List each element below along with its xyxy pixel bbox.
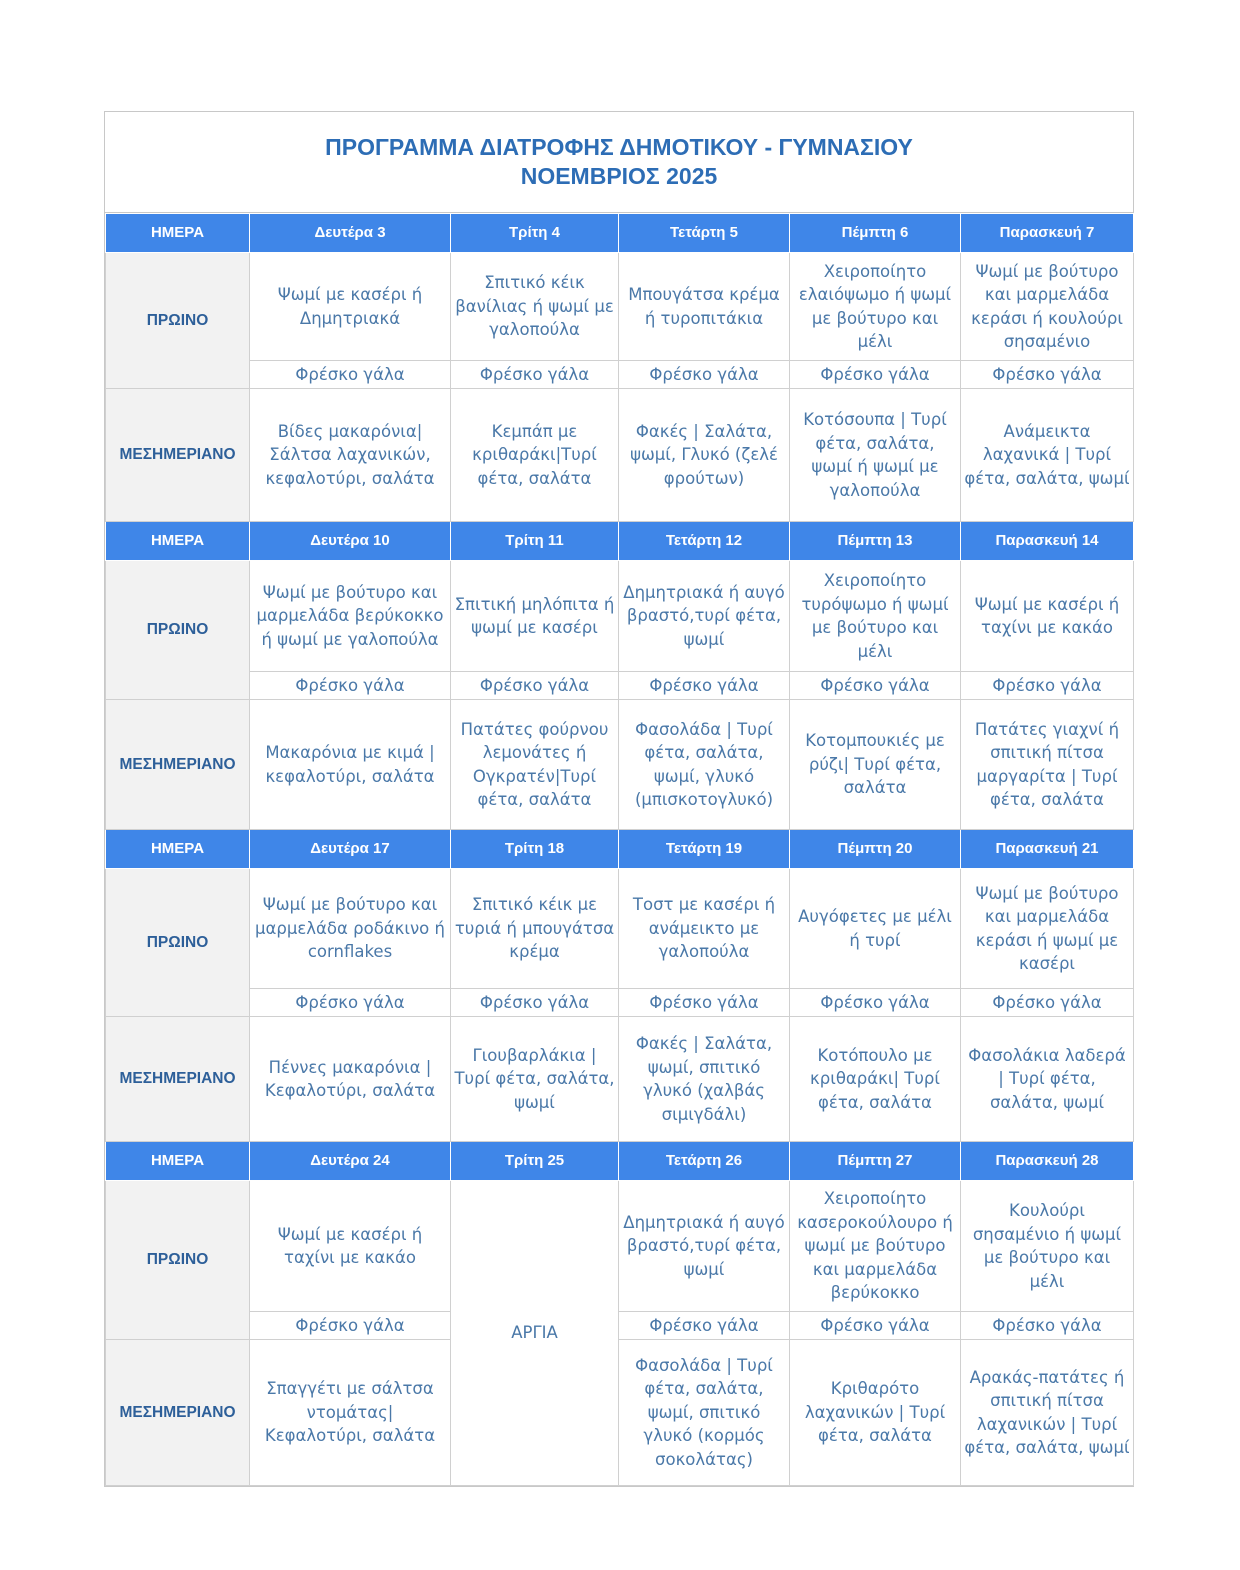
day-header: Πέμπτη 13: [790, 522, 961, 561]
lunch-cell: Κοτομπουκιές με ρύζι| Τυρί φέτα, σαλάτα: [790, 700, 961, 830]
lunch-cell: Φασολάδα | Τυρί φέτα, σαλάτα, ψωμί, γλυκό (μπισκοτογλυκό): [619, 700, 790, 830]
milk-cell: Φρέσκο γάλα: [790, 989, 961, 1017]
day-header: Δευτέρα 24: [250, 1142, 451, 1181]
day-header: Δευτέρα 3: [250, 214, 451, 253]
milk-cell: Φρέσκο γάλα: [451, 672, 619, 700]
lunch-cell: Φακές | Σαλάτα, ψωμί, σπιτικό γλυκό (χαλβάς σιμιγδάλι): [619, 1017, 790, 1142]
breakfast-cell: Ψωμί με βούτυρο και μαρμελάδα κεράσι ή ψωμί με κασέρι: [961, 869, 1134, 989]
day-label: ΗΜΕΡΑ: [106, 214, 250, 253]
breakfast-cell: Χειροποίητο ελαιόψωμο ή ψωμί με βούτυρο και μέλι: [790, 253, 961, 361]
breakfast-cell: Σπιτική μηλόπιτα ή ψωμί με κασέρι: [451, 561, 619, 672]
milk-cell: Φρέσκο γάλα: [451, 989, 619, 1017]
day-label: ΗΜΕΡΑ: [106, 522, 250, 561]
breakfast-label: ΠΡΩΙΝΟ: [106, 253, 250, 389]
lunch-row: [106, 389, 1134, 522]
day-header: Τρίτη 25: [451, 1142, 619, 1181]
milk-cell: Φρέσκο γάλα: [961, 361, 1134, 389]
milk-cell: Φρέσκο γάλα: [961, 672, 1134, 700]
breakfast-cell: Σπιτικό κέικ με τυριά ή μπουγάτσα κρέμα: [451, 869, 619, 989]
breakfast-cell: Χειροποίητο κασεροκούλουρο ή ψωμί με βούτυρο και μαρμελάδα βερύκοκκο: [790, 1181, 961, 1312]
milk-cell: Φρέσκο γάλα: [961, 1312, 1134, 1340]
day-header: Τρίτη 11: [451, 522, 619, 561]
day-header: Τετάρτη 19: [619, 830, 790, 869]
page-title: ΠΡΟΓΡΑΜΜΑ ΔΙΑΤΡΟΦΗΣ ΔΗΜΟΤΙΚΟΥ - ΓΥΜΝΑΣΙΟΥ: [325, 134, 913, 160]
lunch-row: [106, 700, 1134, 830]
lunch-cell: Πατάτες φούρνου λεμονάτες ή Ογκρατέν|Τυρί φέτα, σαλάτα: [451, 700, 619, 830]
day-header: Πέμπτη 20: [790, 830, 961, 869]
day-header: Δευτέρα 17: [250, 830, 451, 869]
breakfast-label: ΠΡΩΙΝΟ: [106, 561, 250, 700]
lunch-cell: Κοτόπουλο με κριθαράκι| Τυρί φέτα, σαλάτα: [790, 1017, 961, 1142]
day-header: Τετάρτη 26: [619, 1142, 790, 1181]
week-header-row: [106, 1142, 1134, 1181]
milk-cell: Φρέσκο γάλα: [250, 1312, 451, 1340]
lunch-cell: Κριθαρότο λαχανικών | Τυρί φέτα, σαλάτα: [790, 1340, 961, 1486]
lunch-cell: Φακές | Σαλάτα, ψωμί, Γλυκό (ζελέ φρούτων): [619, 389, 790, 522]
lunch-cell: Φασολάκια λαδερά | Τυρί φέτα, σαλάτα, ψωμί: [961, 1017, 1134, 1142]
milk-cell: Φρέσκο γάλα: [250, 361, 451, 389]
lunch-cell: Γιουβαρλάκια | Τυρί φέτα, σαλάτα, ψωμί: [451, 1017, 619, 1142]
day-header: Παρασκευή 14: [961, 522, 1134, 561]
title-box: [105, 112, 1133, 213]
breakfast-cell: Χειροποίητο τυρόψωμο ή ψωμί με βούτυρο και μέλι: [790, 561, 961, 672]
milk-row: [106, 989, 1134, 1017]
milk-cell: Φρέσκο γάλα: [961, 989, 1134, 1017]
lunch-cell: Αρακάς-πατάτες ή σπιτική πίτσα λαχανικών | Τυρί φέτα, σαλάτα, ψωμί: [961, 1340, 1134, 1486]
breakfast-row: [106, 869, 1134, 989]
lunch-cell: Φασολάδα | Τυρί φέτα, σαλάτα, ψωμί, σπιτικό γλυκό (κορμός σοκολάτας): [619, 1340, 790, 1486]
week-header-row: [106, 214, 1134, 253]
lunch-cell: Ανάμεικτα λαχανικά | Τυρί φέτα, σαλάτα, ψωμί: [961, 389, 1134, 522]
breakfast-cell: Κουλούρι σησαμένιο ή ψωμί με βούτυρο και μέλι: [961, 1181, 1134, 1312]
milk-cell: Φρέσκο γάλα: [250, 672, 451, 700]
breakfast-cell: Μπουγάτσα κρέμα ή τυροπιτάκια: [619, 253, 790, 361]
breakfast-cell: Ψωμί με κασέρι ή ταχίνι με κακάο: [250, 1181, 451, 1312]
milk-cell: Φρέσκο γάλα: [250, 989, 451, 1017]
milk-row: [106, 672, 1134, 700]
milk-cell: Φρέσκο γάλα: [619, 1312, 790, 1340]
breakfast-cell: Ψωμί με κασέρι ή Δημητριακά: [250, 253, 451, 361]
week-header-row: [106, 522, 1134, 561]
lunch-cell: Μακαρόνια με κιμά |κεφαλοτύρι, σαλάτα: [250, 700, 451, 830]
day-header: Τρίτη 4: [451, 214, 619, 253]
lunch-label: ΜΕΣΗΜΕΡΙΑΝΟ: [106, 389, 250, 522]
milk-cell: Φρέσκο γάλα: [790, 1312, 961, 1340]
lunch-label: ΜΕΣΗΜΕΡΙΑΝΟ: [106, 1017, 250, 1142]
breakfast-cell: Δημητριακά ή αυγό βραστό,τυρί φέτα, ψωμί: [619, 1181, 790, 1312]
milk-row: [106, 361, 1134, 389]
lunch-cell: Κεμπάπ με κριθαράκι|Τυρί φέτα, σαλάτα: [451, 389, 619, 522]
menu-sheet: [104, 111, 1134, 1487]
lunch-label: ΜΕΣΗΜΕΡΙΑΝΟ: [106, 1340, 250, 1486]
milk-cell: Φρέσκο γάλα: [619, 361, 790, 389]
day-label: ΗΜΕΡΑ: [106, 1142, 250, 1181]
day-header: Τετάρτη 12: [619, 522, 790, 561]
breakfast-cell: Ψωμί με βούτυρο και μαρμελάδα ροδάκινο ή cornflakes: [250, 869, 451, 989]
day-header: Τρίτη 18: [451, 830, 619, 869]
breakfast-cell: Σπιτικό κέικ βανίλιας ή ψωμί με γαλοπούλα: [451, 253, 619, 361]
page-subtitle: ΝΟΕΜΒΡΙΟΣ 2025: [520, 163, 718, 189]
day-header: Πέμπτη 6: [790, 214, 961, 253]
breakfast-row: [106, 561, 1134, 672]
breakfast-cell: Ψωμί με βούτυρο και μαρμελάδα βερύκοκκο ή ψωμί με γαλοπούλα: [250, 561, 451, 672]
milk-row: [106, 1312, 1134, 1340]
day-header: Τετάρτη 5: [619, 214, 790, 253]
lunch-cell: Κοτόσουπα | Τυρί φέτα, σαλάτα, ψωμί ή ψωμί με γαλοπούλα: [790, 389, 961, 522]
milk-cell: Φρέσκο γάλα: [451, 361, 619, 389]
lunch-cell: Πατάτες γιαχνί ή σπιτική πίτσα μαργαρίτα | Τυρί φέτα, σαλάτα: [961, 700, 1134, 830]
lunch-cell: Πέννες μακαρόνια | Κεφαλοτύρι, σαλάτα: [250, 1017, 451, 1142]
lunch-cell: Βίδες μακαρόνια| Σάλτσα λαχανικών, κεφαλοτύρι, σαλάτα: [250, 389, 451, 522]
day-header: Δευτέρα 10: [250, 522, 451, 561]
breakfast-cell: Ψωμί με κασέρι ή ταχίνι με κακάο: [961, 561, 1134, 672]
day-label: ΗΜΕΡΑ: [106, 830, 250, 869]
lunch-label: ΜΕΣΗΜΕΡΙΑΝΟ: [106, 700, 250, 830]
lunch-cell: Σπαγγέτι με σάλτσα ντομάτας| Κεφαλοτύρι, σαλάτα: [250, 1340, 451, 1486]
week-header-row: [106, 830, 1134, 869]
milk-cell: Φρέσκο γάλα: [619, 989, 790, 1017]
breakfast-cell: Αυγόφετες με μέλι ή τυρί: [790, 869, 961, 989]
holiday-cell: ΑΡΓΙΑ: [451, 1181, 619, 1486]
lunch-row: [106, 1340, 1134, 1486]
breakfast-label: ΠΡΩΙΝΟ: [106, 869, 250, 1017]
menu-table: [105, 213, 1134, 1486]
milk-cell: Φρέσκο γάλα: [790, 672, 961, 700]
breakfast-label: ΠΡΩΙΝΟ: [106, 1181, 250, 1340]
day-header: Παρασκευή 7: [961, 214, 1134, 253]
breakfast-row: [106, 253, 1134, 361]
breakfast-row: [106, 1181, 1134, 1312]
day-header: Παρασκευή 21: [961, 830, 1134, 869]
day-header: Παρασκευή 28: [961, 1142, 1134, 1181]
breakfast-cell: Ψωμί με βούτυρο και μαρμελάδα κεράσι ή κουλούρι σησαμένιο: [961, 253, 1134, 361]
milk-cell: Φρέσκο γάλα: [790, 361, 961, 389]
day-header: Πέμπτη 27: [790, 1142, 961, 1181]
breakfast-cell: Τοστ με κασέρι ή ανάμεικτο με γαλοπούλα: [619, 869, 790, 989]
milk-cell: Φρέσκο γάλα: [619, 672, 790, 700]
lunch-row: [106, 1017, 1134, 1142]
breakfast-cell: Δημητριακά ή αυγό βραστό,τυρί φέτα, ψωμί: [619, 561, 790, 672]
